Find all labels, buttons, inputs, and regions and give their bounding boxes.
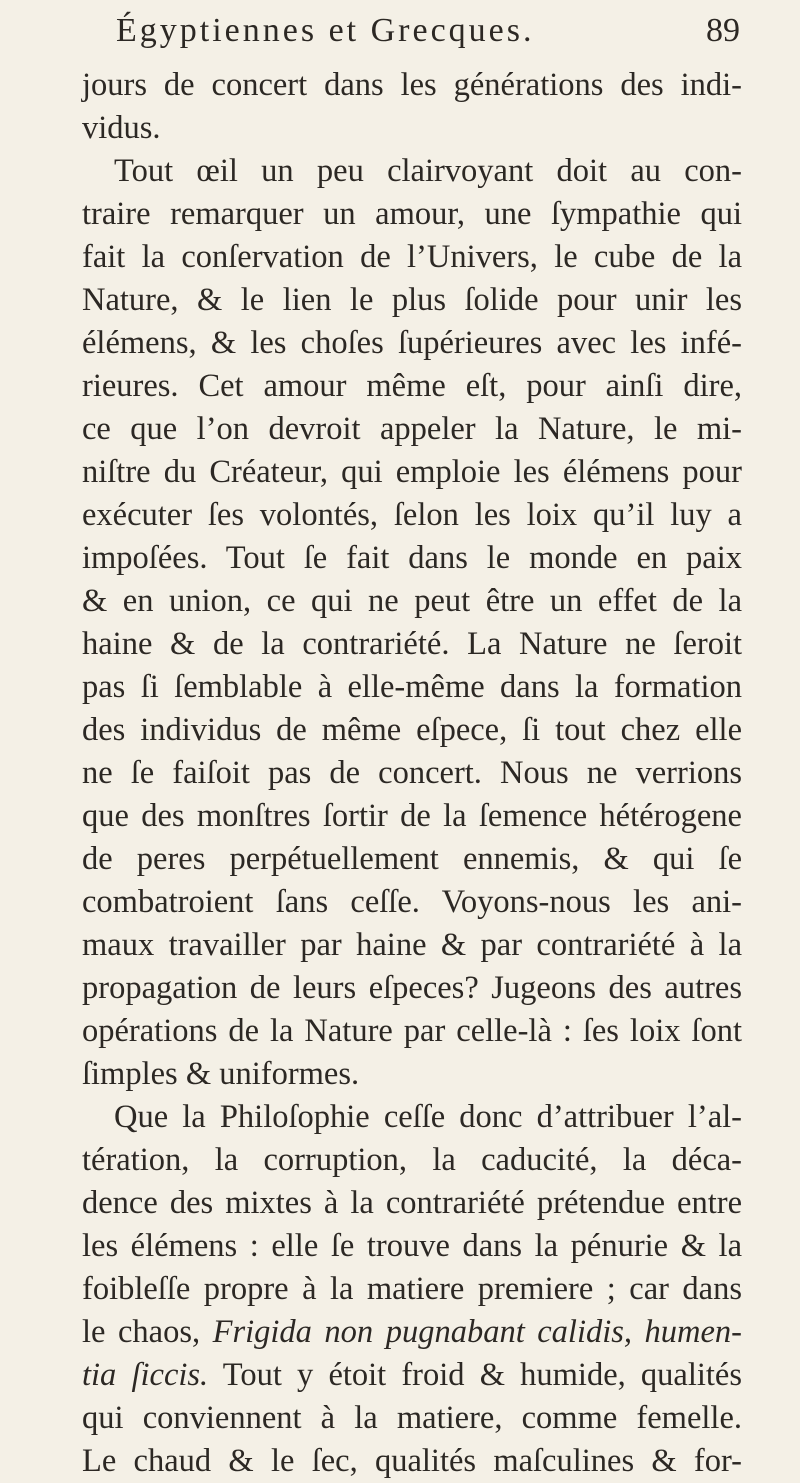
text-line: des individus de même eſpece, ſi tout chez elle xyxy=(82,712,742,748)
text-line: Nature, & le lien le plus ſolide pour unir les xyxy=(82,282,742,318)
text-fragment: le chaos, xyxy=(82,1314,201,1350)
text-line: niſtre du Créateur, qui emploie les élémens pour xyxy=(82,454,742,490)
text-line: fait la conſervation de l’Univers, le cube de la xyxy=(82,239,742,275)
text-line: rieures. Cet amour même eſt, pour ainſi dire, xyxy=(82,368,742,404)
text-line: tération, la corruption, la caducité, la déca- xyxy=(82,1142,742,1178)
text-line: élémens, & les choſes ſupérieures avec les infé- xyxy=(82,325,742,361)
latin-quotation: Frigida non pugnabant calidis, humen- xyxy=(212,1314,743,1350)
text-line: les élémens : elle ſe trouve dans la pénurie & la xyxy=(82,1228,742,1264)
running-title: Égyptiennes et Grecques. xyxy=(116,12,535,49)
text-line: Le chaud & le ſec, qualités maſculines & for- xyxy=(82,1443,742,1479)
text-line: propagation de leurs eſpeces? Jugeons des autres xyxy=(82,970,742,1006)
text-line: & en union, ce qui ne peut être un effet de la xyxy=(82,583,742,619)
text-line: Tout œil un peu clairvoyant doit au con- xyxy=(114,153,742,189)
latin-quotation: tia ſiccis. xyxy=(82,1357,209,1393)
text-line: exécuter ſes volontés, ſelon les loix qu’il luy a xyxy=(82,497,742,533)
text-line: ce que l’on devroit appeler la Nature, le mi- xyxy=(82,411,742,447)
text-line: foibleſſe propre à la matiere premiere ; car dans xyxy=(82,1271,742,1307)
page-number: 89 xyxy=(706,12,740,49)
body-text xyxy=(82,64,742,1483)
running-head xyxy=(82,0,742,58)
text-line: combatroient ſans ceſſe. Voyons-nous les ani- xyxy=(82,884,742,920)
text-line: qui conviennent à la matiere, comme femelle. xyxy=(82,1400,742,1436)
text-line: traire remarquer un amour, une ſympathie qui xyxy=(82,196,742,232)
text-line-with-latin-quote xyxy=(82,1354,742,1397)
text-line-with-latin-quote xyxy=(82,1311,742,1354)
text-line: pas ſi ſemblable à elle-même dans la formation xyxy=(82,669,742,705)
text-line: haine & de la contrariété. La Nature ne ſeroit xyxy=(82,626,742,662)
text-line: ſimples & uniformes. xyxy=(82,1056,360,1092)
text-line: Que la Philoſophie ceſſe donc d’attribuer l’al- xyxy=(114,1099,742,1135)
text-line: maux travailler par haine & par contrariété à la xyxy=(82,927,742,963)
text-fragment: Tout y étoit froid & humide, qualités xyxy=(208,1357,742,1393)
text-line: jours de concert dans les générations des indi- xyxy=(82,67,742,103)
text-line: que des monſtres ſortir de la ſemence hétérogene xyxy=(82,798,742,834)
text-line: ne ſe faiſoit pas de concert. Nous ne verrions xyxy=(82,755,742,791)
text-line: opérations de la Nature par celle-là : ſes loix ſont xyxy=(82,1013,742,1049)
text-line: dence des mixtes à la contrariété prétendue entre xyxy=(82,1185,742,1221)
text-line: impoſées. Tout ſe fait dans le monde en paix xyxy=(82,540,742,576)
text-line: de peres perpétuellement ennemis, & qui ſe xyxy=(82,841,742,877)
text-line: vidus. xyxy=(82,110,161,146)
